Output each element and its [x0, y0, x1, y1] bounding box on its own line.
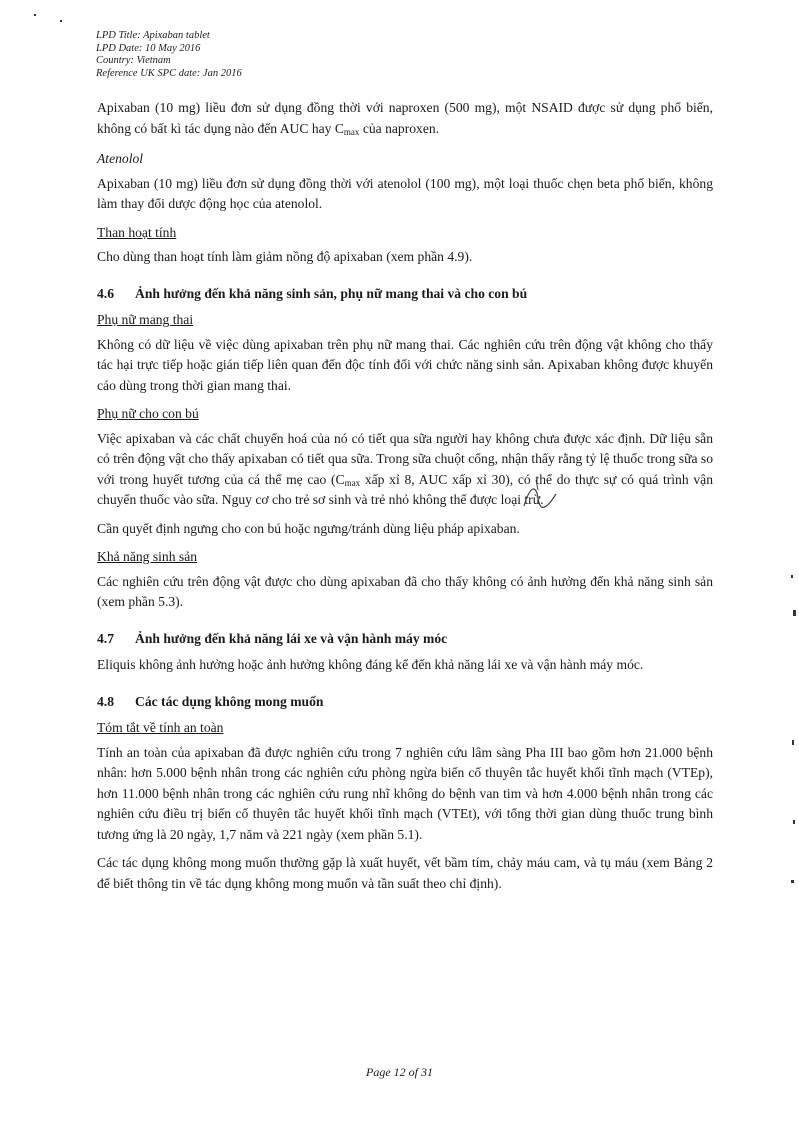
scan-mark	[34, 14, 36, 16]
scan-mark	[791, 575, 793, 578]
fertility-paragraph: Các nghiên cứu trên động vật được cho dùng apixaban đã cho thấy không có ảnh hưởng đến khả năng sinh sản (xem phần 5.3).	[97, 573, 713, 609]
atenolol-heading: Atenolol	[97, 151, 144, 166]
scan-mark	[60, 20, 62, 22]
common-effects-paragraph: Các tác dụng không mong muốn thường gặp là xuất huyết, vết bầm tím, chảy máu cam, và tụ máu (xem Bảng 2 để biết thông tin về tác dụng không mong muốn và tần suất theo chỉ định).	[97, 855, 713, 891]
header-country: Country: Vietnam	[96, 55, 171, 66]
handwritten-mark	[516, 476, 576, 516]
header-reference: Reference UK SPC date: Jan 2016	[96, 67, 242, 79]
scan-mark	[793, 610, 796, 616]
fertility-heading: Khả năng sinh sản	[97, 549, 198, 564]
naproxen-paragraph: Apixaban (10 mg) liều đơn sử dụng đồng thời với naproxen (500 mg), một NSAID được sử dụng phổ biến, không có bất kì tác dụng nào đến AUC hay $C_{max}$ của naproxen.	[97, 100, 713, 137]
section-4-6-heading	[97, 284, 713, 305]
section-number: 4.7	[97, 630, 114, 646]
breastfeeding-decision: Cần quyết định ngưng cho con bú hoặc ngưng/tránh dùng liệu pháp apixaban.	[97, 520, 520, 536]
document-header	[96, 30, 242, 80]
breastfeeding-heading: Phụ nữ cho con bú	[97, 406, 199, 421]
header-date: LPD Date: 10 May 2016	[96, 42, 201, 54]
charcoal-paragraph: Cho dùng than hoạt tính làm giảm nồng độ apixaban (xem phần 4.9).	[97, 249, 473, 264]
section-number: 4.6	[97, 285, 114, 301]
header-title: LPD Title: Apixaban tablet	[96, 30, 210, 41]
scan-mark	[792, 740, 794, 745]
page-number: Page 12 of 31	[366, 1065, 433, 1079]
scan-mark	[791, 880, 794, 883]
section-title: Các tác dụng không mong muốn	[135, 693, 324, 709]
pregnancy-heading: Phụ nữ mang thai	[97, 312, 194, 327]
section-4-8-heading	[97, 692, 713, 713]
scan-mark	[793, 820, 795, 824]
safety-summary-paragraph: Tính an toàn của apixaban đã được nghiên cứu trong 7 nghiên cứu lâm sàng Pha III bao gồm hơn 21.000 bệnh nhân: hơn 5.000 bệnh nhân trong các nghiên cứu phòng ngừa biến cố thuyên tắc huyết khối tĩnh mạch (VTEp), hơn 11.000 bệnh nhân trong các nghiên cứu rung nhĩ không do bệnh van tim và hơn 4.000 bệnh nhân trong các nghiên cứu điều trị biến cố thuyên tắc huyết khối tĩnh mạch (VTEt), với tổng thời gian dùng thuốc trung bình tương ứng là 20 ngày, 1,7 năm và 221 ngày (xem phần 5.1).	[97, 744, 713, 842]
atenolol-paragraph: Apixaban (10 mg) liều đơn sử dụng đồng thời với atenolol (100 mg), một loại thuốc chẹn beta phổ biến, không làm thay đổi dược động học của atenolol.	[97, 175, 713, 211]
safety-summary-heading: Tóm tắt về tính an toàn	[97, 720, 224, 735]
driving-paragraph: Eliquis không ảnh hưởng hoặc ảnh hưởng không đáng kể đến khả năng lái xe và vận hành máy móc.	[97, 657, 644, 672]
pregnancy-paragraph: Không có dữ liệu về việc dùng apixaban trên phụ nữ mang thai. Các nghiên cứu trên động vật không cho thấy tác hại trực tiếp hoặc gián tiếp liên quan đến độc tính đối với chức năng sinh sản. Apixaban không được khuyến cáo dùng trong thời gian mang thai.	[97, 336, 713, 393]
breastfeeding-paragraph: Việc apixaban và các chất chuyển hoá của nó có tiết qua sữa người hay không chưa được xác định. Dữ liệu sẵn có trên động vật cho thấy apixaban có tiết qua sữa. Trong sữa chuột cống, nhận thấy rằng tỷ lệ thuốc trong sữa so với trong huyết tương của cá thể mẹ cao ($C_{max}$ xấp xỉ 8, AUC xấp xỉ 30), có thể do thực sự có quá trình vận chuyển thuốc vào sữa. Nguy cơ cho trẻ sơ sinh và trẻ nhỏ không thể được loại trừ.	[97, 430, 713, 507]
charcoal-heading: Than hoạt tính	[97, 224, 177, 240]
section-title: Ảnh hưởng đến khả năng lái xe và vận hành máy móc	[135, 630, 448, 646]
section-number: 4.8	[97, 693, 114, 709]
section-title: Ảnh hưởng đến khả năng sinh sản, phụ nữ mang thai và cho con bú	[135, 285, 528, 301]
section-4-7-heading	[97, 629, 713, 650]
document-body	[97, 98, 713, 902]
